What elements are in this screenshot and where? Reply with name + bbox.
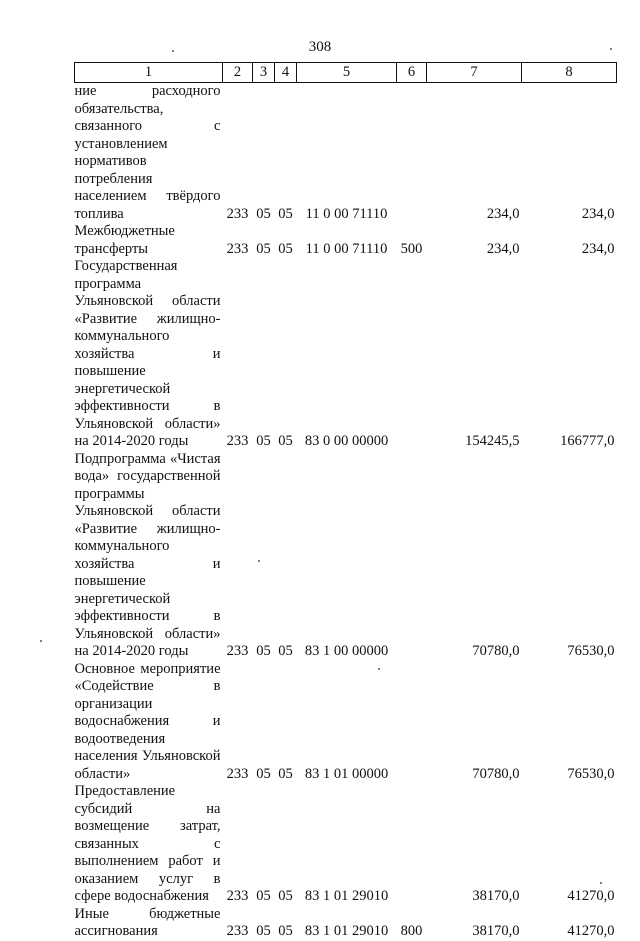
row-section-code: 05 — [256, 888, 271, 904]
row-subsection-code: 05 — [278, 240, 293, 257]
row-expense-type — [397, 83, 427, 224]
row-name: Подпрограмма «Чистая вода» государственной программы Ульяновской области «Развитие жилищно-коммунального хозяйства и повышение энергетической эффективности в Ульяновской области» на 2014-2020 годы — [74, 450, 221, 659]
row-amount-year2: 234,0 — [581, 240, 615, 257]
row-expense-type — [397, 661, 427, 784]
row-expense-type: 500 — [400, 240, 423, 257]
row-amount-year1: 70780,0 — [472, 765, 520, 782]
row-target-code: 11 0 00 71110 — [305, 240, 388, 257]
row-name: Основное мероприятие «Содействие в организации водоснабжения и водоотведения населения Ульяновской области» — [74, 660, 221, 782]
row-name: Государственная программа Ульяновской области «Развитие жилищно-коммунального хозяйства и повышение энергетической эффективности в Ульяновской области» на 2014-2020 годы — [74, 258, 221, 449]
row-ministry-code: 233 — [226, 240, 249, 257]
row-amount-year1: 38170,0 — [472, 888, 520, 904]
table-row — [75, 223, 617, 258]
row-amount-year1: 38170,0 — [472, 923, 520, 939]
row-ministry-code: 233 — [226, 923, 249, 939]
row-subsection-code: 05 — [278, 205, 293, 222]
row-target-code: 11 0 00 71110 — [305, 205, 388, 222]
header-col-7: 7 — [427, 63, 522, 83]
row-section-code: 05 — [256, 433, 271, 449]
row-expense-type — [397, 451, 427, 661]
table-row — [75, 258, 617, 451]
row-amount-year1: 154245,5 — [465, 433, 520, 449]
row-amount-year1: 234,0 — [486, 240, 520, 257]
scan-speck — [40, 640, 42, 642]
row-target-code: 83 1 00 00000 — [304, 643, 389, 659]
row-amount-year1: 234,0 — [486, 205, 520, 222]
row-amount-year2: 76530,0 — [567, 765, 615, 782]
row-ministry-code: 233 — [226, 643, 249, 659]
table-row — [75, 83, 617, 224]
row-section-code: 05 — [256, 643, 271, 659]
header-row — [75, 63, 617, 83]
row-target-code: 83 1 01 29010 — [304, 888, 389, 904]
row-amount-year2: 166777,0 — [560, 433, 615, 449]
row-section-code: 05 — [256, 205, 271, 222]
table-row — [75, 783, 617, 906]
row-expense-type: 800 — [400, 923, 423, 939]
row-name: Иные бюджетные ассигнования — [74, 905, 221, 939]
row-name: Предоставление субсидий на возмещение затрат, связанных с выполнением работ и оказанием услуг в сфере водоснабжения — [74, 783, 221, 904]
header-col-8: 8 — [522, 63, 617, 83]
row-subsection-code: 05 — [278, 643, 293, 659]
row-ministry-code: 233 — [226, 433, 249, 449]
row-section-code: 05 — [256, 923, 271, 939]
row-subsection-code: 05 — [278, 888, 293, 904]
row-name: ние расходного обязательства, связанного с установлением нормативов потребления населением твёрдого топлива — [74, 83, 221, 222]
table-row — [75, 451, 617, 661]
scan-speck — [172, 50, 174, 52]
row-expense-type — [397, 783, 427, 906]
scan-speck — [600, 882, 602, 884]
row-amount-year2: 41270,0 — [567, 888, 615, 904]
row-amount-year2: 76530,0 — [567, 643, 615, 659]
row-ministry-code: 233 — [226, 765, 249, 782]
row-subsection-code: 05 — [278, 433, 293, 449]
scan-speck — [610, 48, 612, 50]
budget-table — [74, 62, 617, 941]
table-row — [75, 661, 617, 784]
row-section-code: 05 — [256, 765, 271, 782]
row-subsection-code: 05 — [278, 923, 293, 939]
row-amount-year1: 70780,0 — [472, 643, 520, 659]
row-ministry-code: 233 — [226, 888, 249, 904]
header-col-4: 4 — [275, 63, 297, 83]
row-target-code: 83 1 01 29010 — [304, 923, 389, 939]
row-subsection-code: 05 — [278, 765, 293, 782]
header-col-1: 1 — [75, 63, 223, 83]
row-section-code: 05 — [256, 240, 271, 257]
row-target-code: 83 1 01 00000 — [304, 765, 389, 782]
row-target-code: 83 0 00 00000 — [304, 433, 389, 449]
scan-speck — [258, 560, 260, 562]
table-row — [75, 906, 617, 941]
row-amount-year2: 234,0 — [581, 205, 615, 222]
page-number: 308 — [308, 39, 332, 55]
header-col-5: 5 — [297, 63, 397, 83]
header-col-2: 2 — [223, 63, 253, 83]
scan-speck — [378, 668, 380, 670]
header-col-3: 3 — [253, 63, 275, 83]
header-col-6: 6 — [397, 63, 427, 83]
row-ministry-code: 233 — [226, 205, 249, 222]
row-expense-type — [397, 258, 427, 451]
row-name: Межбюджетные трансферты — [74, 223, 175, 257]
row-amount-year2: 41270,0 — [567, 923, 615, 939]
